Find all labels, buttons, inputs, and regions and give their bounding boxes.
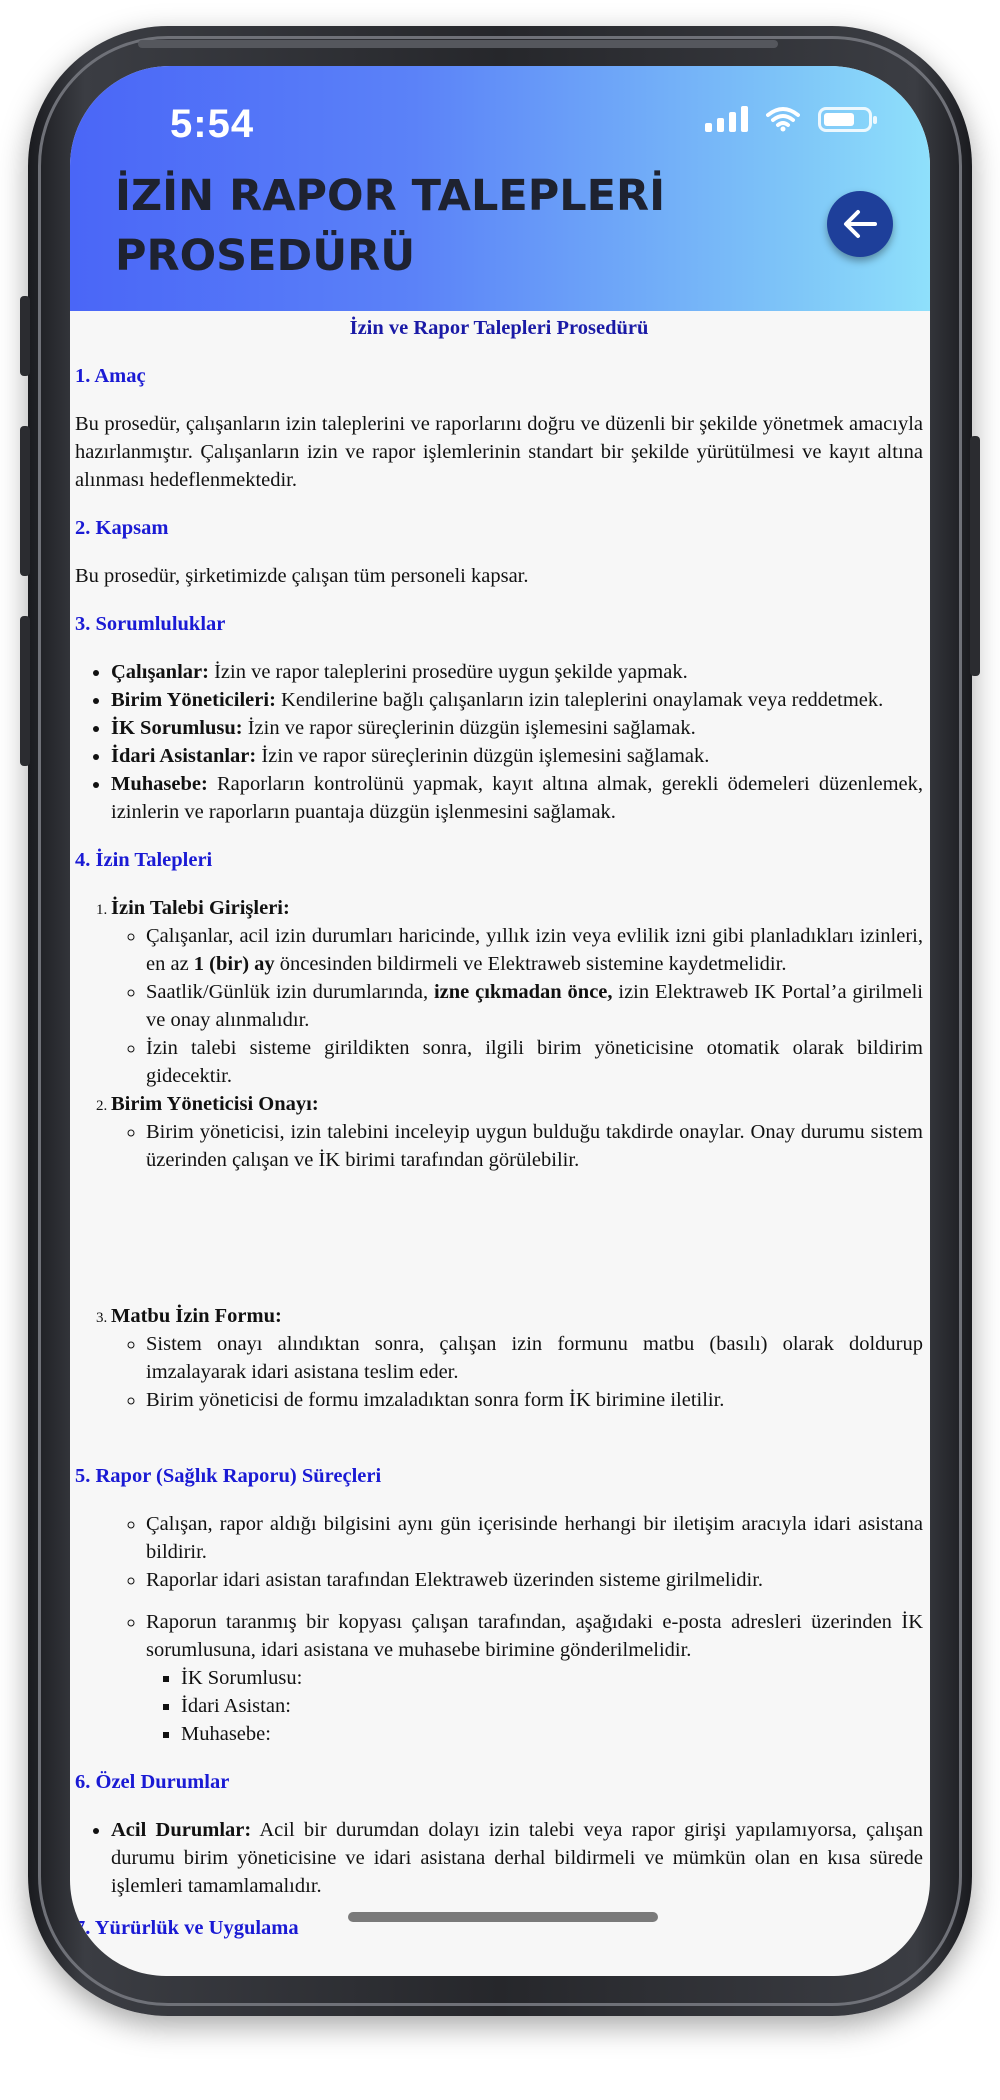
list-item: [111, 714, 923, 742]
responsibilities-list: [75, 658, 923, 826]
list-item-term: İK Sorumlusu:: [111, 717, 243, 739]
status-icons: [705, 106, 872, 132]
app-header: [70, 66, 930, 311]
section-heading-kapsam: 2. Kapsam: [75, 517, 169, 539]
contact-item: ▪ İK Sorumlusu:: [181, 1664, 923, 1692]
list-item-term: Acil Durumlar:: [111, 1819, 252, 1841]
phone-volume-down-button: [20, 616, 30, 766]
document-title: İzin ve Rapor Talepleri Prosedürü: [349, 317, 649, 339]
list-item-text: Saatlik/Günlük izin durumlarında,: [146, 981, 434, 1003]
list-item: ◦ Çalışan, rapor aldığı bilgisini aynı gün içerisinde herhangi bir iletişim aracıyla idari asistana bildirir.: [146, 1510, 923, 1566]
sub-list: [111, 1118, 923, 1174]
step-title: Matbu İzin Formu:: [111, 1305, 282, 1327]
list-item: [146, 1608, 923, 1748]
list-item-text: Kendilerine bağlı çalışanların izin taleplerini onaylamak veya reddetmek.: [275, 689, 884, 711]
list-item: ◦ Sistem onayı alındıktan sonra, çalışan izin formunu matbu (basılı) olarak doldurup imzalayarak idari asistana teslim eder.: [146, 1330, 923, 1386]
list-item-term: Çalışanlar:: [111, 661, 209, 683]
list-item-term: İdari Asistanlar:: [111, 745, 257, 767]
battery-icon: [818, 107, 872, 132]
page-title-line-1: İZİN RAPOR TALEPLERİ: [115, 171, 666, 221]
list-item-text: öncesinden bildirmeli ve Elektraweb sistemine kaydetmelidir.: [274, 953, 787, 975]
arrow-left-icon: [842, 209, 878, 239]
leave-steps-list: [75, 894, 923, 1414]
phone-side-button: [20, 296, 30, 376]
section-heading-amac: 1. Amaç: [75, 365, 146, 387]
list-item-emphasis: izne çıkmadan önce,: [433, 981, 613, 1003]
list-item: [111, 742, 923, 770]
list-item-text: İzin ve rapor taleplerini prosedüre uygun şekilde yapmak.: [208, 661, 688, 683]
contact-item: ▪ Muhasebe:: [181, 1720, 923, 1748]
list-item-text: izin Elektraweb IK Portal’a girilmeli ve onay alınmalıdır.: [146, 981, 923, 1031]
app-screen: [70, 66, 930, 1976]
document-content: [75, 311, 923, 1942]
list-item: [111, 1090, 923, 1302]
cellular-signal-icon: [705, 106, 748, 132]
special-cases-list: [75, 1816, 923, 1900]
list-item: ◦ Birim yöneticisi, izin talebini inceleyip uygun bulduğu takdirde onaylar. Onay durumu sistem üzerinden çalışan ve İK birimi tarafından görülebilir.: [146, 1118, 923, 1174]
blank-space: [111, 1174, 923, 1302]
list-item: ◦ Raporlar idari asistan tarafından Elektraweb üzerinden sisteme girilmelidir.: [146, 1566, 923, 1594]
list-item-text: Çalışanlar, acil izin durumları haricinde, yıllık izin veya evlilik izni gibi planladıkları izinleri, en az: [146, 925, 923, 975]
section-heading-rapor: 5. Rapor (Sağlık Raporu) Süreçleri: [75, 1465, 382, 1487]
sub-list: [111, 1330, 923, 1414]
contact-item: ▪ İdari Asistan:: [181, 1692, 923, 1720]
list-item-text: İzin ve rapor süreçlerinin düzgün işlemesini sağlamak.: [242, 717, 696, 739]
list-item: ◦ Birim yöneticisi de formu imzaladıktan sonra form İK birimine iletilir.: [146, 1386, 923, 1414]
list-item: [111, 770, 923, 826]
wifi-icon: [766, 106, 800, 132]
list-item-text: Acil bir durumdan dolayı izin talebi veya rapor girişi yapılamıyorsa, çalışan durumu birim yöneticisine ve idari asistana derhal bildirmeli ve mümkün olan en kısa sürede işlemleri tamamlamalıdır.: [111, 1819, 923, 1897]
list-item-term: Birim Yöneticileri:: [111, 689, 276, 711]
sub-list: [111, 922, 923, 1090]
back-button[interactable]: [827, 191, 893, 257]
list-item-text: Raporların kontrolünü yapmak, kayıt altına almak, gerekli ödemeleri düzenlemek, izinlerin ve raporların puantaja düzgün işlenmesini sağlamak.: [111, 773, 923, 823]
list-item-term: Muhasebe:: [111, 773, 208, 795]
contact-list: [146, 1664, 923, 1748]
list-item-text: İzin ve rapor süreçlerinin düzgün işlemesini sağlamak.: [256, 745, 710, 767]
list-item: [111, 658, 923, 686]
list-item: [111, 1816, 923, 1900]
phone-speaker: [138, 40, 778, 48]
section-text-kapsam: Bu prosedür, şirketimizde çalışan tüm personeli kapsar.: [75, 565, 529, 587]
list-item-text: Raporun taranmış bir kopyası çalışan tarafından, aşağıdaki e-posta adresleri üzerinden İK sorumlusuna, idari asistana ve muhasebe birimine gönderilmelidir.: [146, 1611, 923, 1661]
list-item: [111, 686, 923, 714]
step-title: Birim Yöneticisi Onayı:: [111, 1093, 319, 1115]
report-process-list: [75, 1510, 923, 1748]
step-title: İzin Talebi Girişleri:: [111, 897, 290, 919]
section-heading-sorumluluklar: 3. Sorumluluklar: [75, 613, 226, 635]
section-heading-izin-talepleri: 4. İzin Talepleri: [75, 849, 213, 871]
page-title: [115, 166, 715, 286]
list-item: [111, 1302, 923, 1414]
section-heading-ozel-durumlar: 6. Özel Durumlar: [75, 1771, 230, 1793]
phone-power-button: [970, 436, 980, 676]
list-item: ◦ İzin talebi sisteme girildikten sonra, ilgili birim yöneticisine otomatik olarak bildirim gidecektir.: [146, 1034, 923, 1090]
list-item: [111, 894, 923, 1090]
list-item: [146, 922, 923, 978]
page-title-line-2: PROSEDÜRÜ: [115, 231, 416, 281]
section-heading-yururluk: 7. Yürürlük ve Uygulama: [75, 1917, 299, 1939]
list-item-emphasis: 1 (bir) ay: [193, 953, 275, 975]
section-text-amac: Bu prosedür, çalışanların izin taleplerini ve raporlarını doğru ve düzenli bir şekilde yönetmek amacıyla hazırlanmıştır. Çalışanların izin ve rapor işlemlerinin standart bir şekilde yürütülmesi ve kayıt altına alınması hedeflenmektedir.: [75, 413, 923, 491]
home-indicator[interactable]: [348, 1912, 658, 1922]
list-item: [146, 978, 923, 1034]
phone-volume-up-button: [20, 426, 30, 576]
status-time: 5:54: [170, 102, 255, 146]
